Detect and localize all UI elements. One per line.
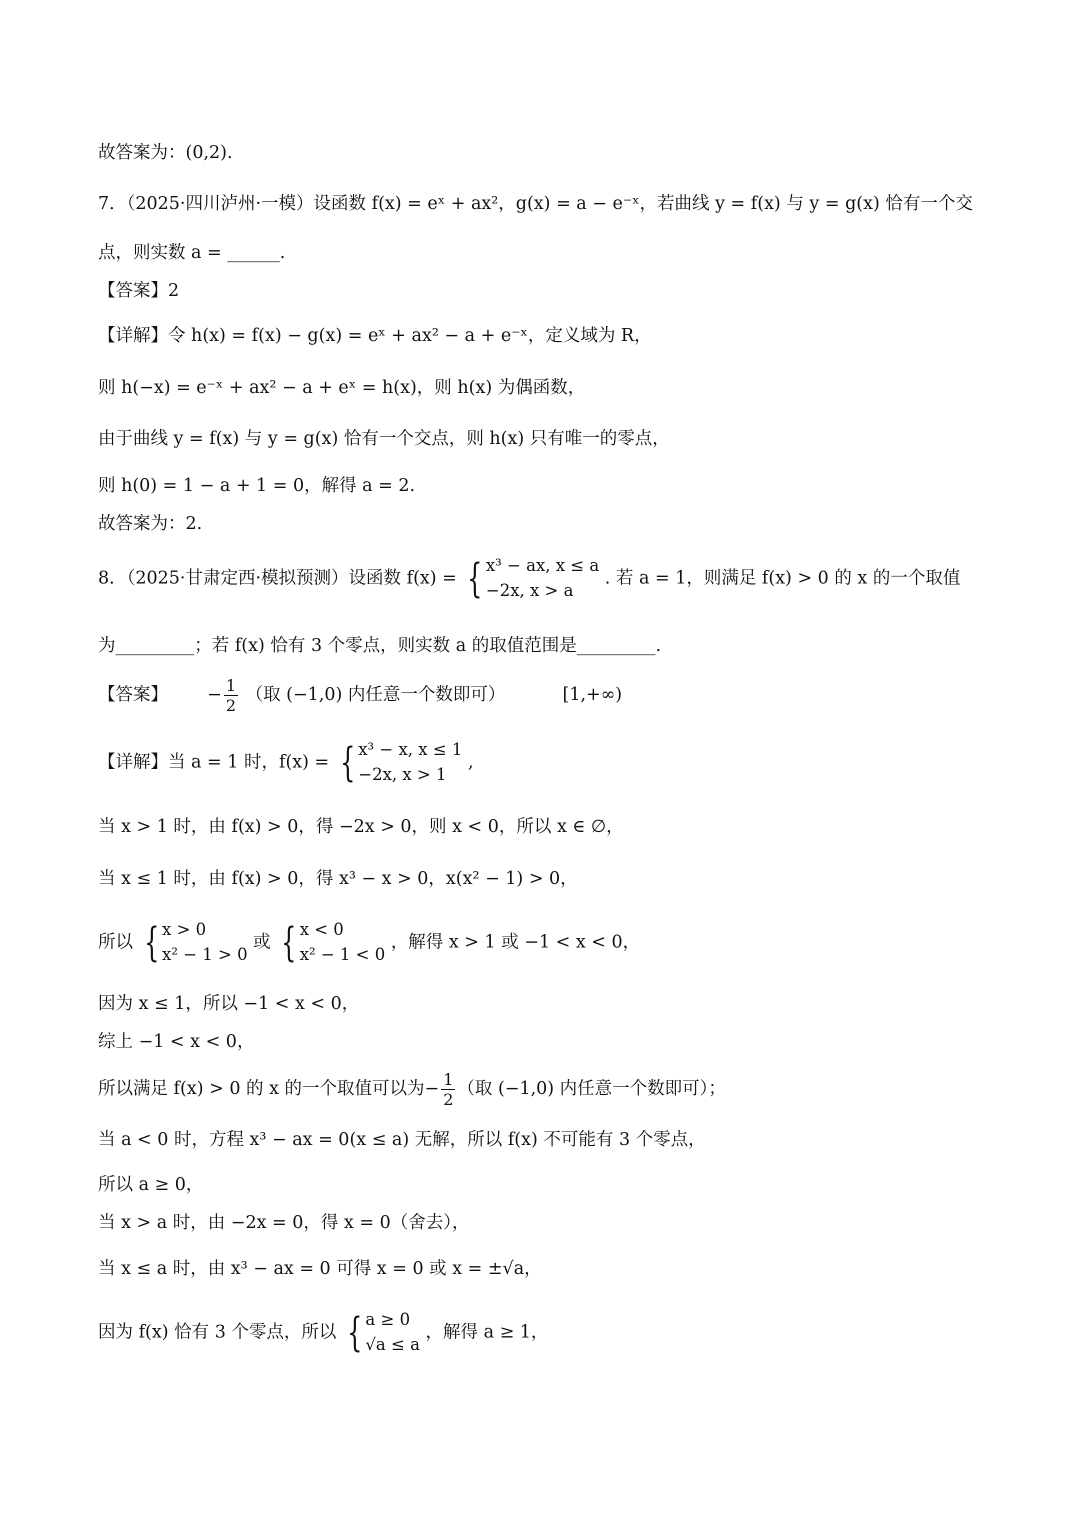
left-brace: { — [339, 739, 356, 786]
piecewise-function — [462, 554, 599, 604]
system-of-inequalities — [276, 918, 385, 968]
solution-line — [98, 918, 1020, 968]
left-brace: { — [143, 919, 159, 966]
system-cases — [365, 1308, 420, 1358]
line-text: 因为 f(x) 恰有 3 个零点，所以 — [98, 1322, 337, 1343]
case-row: x³ − ax, x ≤ a — [485, 556, 600, 575]
line-text: 当 x > 1 时，由 f(x) > 0，得 −2x > 0，则 x < 0，所以 x ∈ ∅， — [98, 817, 624, 837]
system-cases — [300, 918, 386, 968]
denominator: 2 — [225, 696, 237, 716]
case-row: x² − 1 > 0 — [162, 944, 248, 964]
line-text: 为_________；若 f(x) 恰有 3 个零点，则实数 a 的取值范围是_________. — [98, 636, 662, 656]
case-row: x > 0 — [162, 920, 207, 939]
line-text: 8．（2025·甘肃定西·模拟预测）设函数 f(x) = — [98, 568, 457, 589]
line-text: ，解得 x > 1 或 −1 < x < 0， — [390, 932, 641, 953]
case-row: x < 0 — [299, 920, 344, 939]
solution-line — [98, 1070, 1020, 1109]
solution-line — [98, 994, 1020, 1016]
line-text: 【答案】2 — [98, 281, 180, 301]
solution-line — [98, 738, 1020, 788]
line-text: 由于曲线 y = f(x) 与 y = g(x) 恰有一个交点，则 h(x) 只有唯一的零点， — [98, 429, 670, 449]
denominator: 2 — [443, 1090, 454, 1110]
line-text: 则 h(0) = 1 − a + 1 = 0，解得 a = 2. — [98, 476, 416, 496]
solution-line — [98, 378, 1020, 400]
solution-line — [98, 514, 1020, 536]
system-of-inequalities — [139, 918, 248, 968]
answer-label: 【答案】 — [98, 685, 168, 706]
case-row: x³ − x, x ≤ 1 — [358, 740, 463, 759]
line-text: 当 x ≤ 1 时，由 f(x) > 0，得 x³ − x > 0，x(x² − 1) > 0， — [98, 869, 578, 889]
answer-line — [98, 676, 1020, 715]
case-row: x² − 1 < 0 — [299, 944, 386, 964]
answer-range: [1,+∞) — [562, 685, 623, 706]
solution-line — [98, 476, 1020, 498]
answer-label — [98, 281, 1020, 303]
case-row: √a ≤ a — [365, 1334, 420, 1354]
line-text: 7．（2025·四川泸州·一模）设函数 f(x) = eˣ + ax²，g(x) = a − e⁻ˣ，若曲线 y = f(x) 与 y = g(x) 恰有一个交 — [98, 194, 973, 214]
piecewise-function — [335, 738, 463, 788]
text-line — [98, 243, 1020, 265]
line-text: 当 x ≤ a 时，由 x³ − ax = 0 可得 x = 0 或 x = ±√a， — [98, 1259, 542, 1279]
line-text: 当 a < 0 时，方程 x³ − ax = 0(x ≤ a) 无解，所以 f(x) 不可能有 3 个零点， — [98, 1130, 706, 1150]
solution-line — [98, 429, 1020, 451]
line-text: 或 — [253, 932, 271, 953]
text-line — [98, 143, 1020, 165]
case-row: −2x, x > 1 — [358, 764, 447, 784]
line-text: . 若 a = 1，则满足 f(x) > 0 的 x 的一个取值 — [604, 568, 961, 589]
system-cases — [162, 918, 248, 968]
line-text: 所以 a ≥ 0， — [98, 1175, 204, 1195]
line-text: （取 (−1,0) 内任意一个数即可） — [245, 685, 506, 706]
line-text: （取 (−1,0) 内任意一个数即可）； — [457, 1079, 726, 1100]
minus-sign: − — [424, 1079, 440, 1100]
line-text: 综上 −1 < x < 0， — [98, 1032, 255, 1052]
solution-line — [98, 817, 1020, 839]
line-text: 故答案为：2. — [98, 514, 203, 534]
solution-line — [98, 1308, 1020, 1358]
minus-sign: − — [207, 685, 222, 706]
line-text: 故答案为：(0,2). — [98, 143, 233, 163]
line-text: 所以 — [98, 932, 133, 953]
fraction — [441, 1070, 455, 1109]
case-row: a ≥ 0 — [365, 1310, 411, 1329]
question-8-stem — [98, 554, 1020, 604]
numerator: 1 — [443, 1070, 454, 1089]
left-brace: { — [467, 555, 483, 602]
solution-line — [98, 869, 1020, 891]
fraction — [224, 676, 238, 715]
text-line — [98, 636, 1020, 658]
numerator: 1 — [225, 676, 237, 695]
line-text: 所以满足 f(x) > 0 的 x 的一个取值可以为 — [98, 1079, 425, 1100]
line-text: 当 x > a 时，由 −2x = 0，得 x = 0（舍去）， — [98, 1213, 470, 1233]
case-row: −2x, x > a — [485, 580, 574, 600]
line-text: 则 h(−x) = e⁻ˣ + ax² − a + eˣ = h(x)，则 h(x) 为偶函数， — [98, 378, 586, 398]
line-text: 点，则实数 a = ______. — [98, 243, 286, 263]
line-text: 【详解】令 h(x) = f(x) − g(x) = eˣ + ax² − a + e⁻ˣ，定义域为 R， — [98, 326, 652, 346]
solution-line — [98, 1175, 1020, 1197]
piecewise-cases — [486, 554, 599, 604]
left-brace: { — [281, 919, 297, 966]
solution-line — [98, 326, 1020, 348]
line-text: 因为 x ≤ 1，所以 −1 < x < 0， — [98, 994, 360, 1014]
solution-line — [98, 1130, 1020, 1152]
solution-line — [98, 1259, 1020, 1281]
system-of-inequalities — [342, 1308, 420, 1358]
solution-line — [98, 1213, 1020, 1235]
line-text: 【详解】当 a = 1 时，f(x) = — [98, 752, 330, 773]
question-7-stem — [98, 194, 1020, 216]
solution-line — [98, 1032, 1020, 1054]
line-text: ，解得 a ≥ 1， — [425, 1322, 549, 1343]
left-brace: { — [347, 1309, 363, 1356]
piecewise-cases — [358, 738, 462, 788]
line-text: , — [467, 752, 474, 773]
